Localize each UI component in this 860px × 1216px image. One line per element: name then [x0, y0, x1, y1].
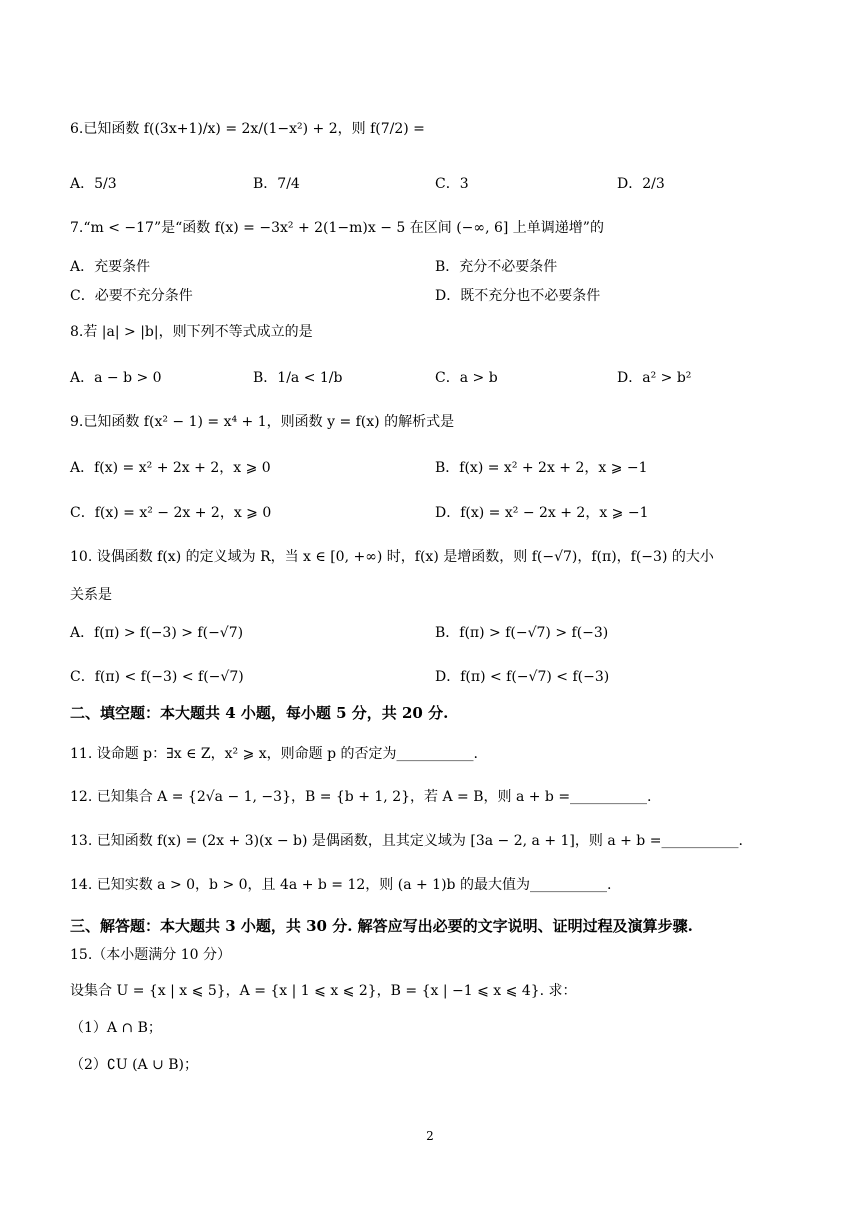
question-15-stem: 设集合 U = {x | x ⩽ 5}，A = {x | 1 ⩽ x ⩽ 2}，B = {x | −1 ⩽ x ⩽ 4}. 求：	[70, 983, 577, 999]
question-14: 14. 已知实数 a > 0，b > 0，且 4a + b = 12，则 (a + 1)b 的最大值为___________.	[70, 877, 612, 893]
q7-option-c: C．必要不充分条件	[70, 288, 193, 304]
question-12: 12. 已知集合 A = {2√a − 1, −3}，B = {b + 1, 2}，若 A = B，则 a + b =___________.	[70, 789, 652, 805]
q6-option-a: A．5/3	[70, 176, 117, 192]
q9-option-d: D．f(x) = x² − 2x + 2，x ⩾ −1	[435, 505, 649, 521]
question-10-stem-continued: 关系是	[70, 587, 112, 603]
q10-option-d: D．f(π) < f(−√7) < f(−3)	[435, 669, 610, 685]
q8-option-c: C．a > b	[435, 370, 498, 386]
q8-option-a: A．a − b > 0	[70, 370, 162, 386]
q10-option-a: A．f(π) > f(−3) > f(−√7)	[70, 625, 244, 641]
q7-option-b: B．充分不必要条件	[435, 259, 558, 275]
q9-option-b: B．f(x) = x² + 2x + 2，x ⩾ −1	[435, 460, 648, 476]
q7-option-d: D．既不充分也不必要条件	[435, 288, 601, 304]
q10-option-c: C．f(π) < f(−3) < f(−√7)	[70, 669, 244, 685]
q9-option-a: A．f(x) = x² + 2x + 2，x ⩾ 0	[70, 460, 271, 476]
q6-option-d: D．2/3	[617, 176, 665, 192]
q10-option-b: B．f(π) > f(−√7) > f(−3)	[435, 625, 609, 641]
question-13: 13. 已知函数 f(x) = (2x + 3)(x − b) 是偶函数，且其定义域为 [3a − 2, a + 1]，则 a + b =___________.	[70, 833, 743, 849]
q6-option-c: C．3	[435, 176, 469, 192]
section-3-heading: 三、解答题：本大题共 3 小题，共 30 分. 解答应写出必要的文字说明、证明过程及演算步骤.	[70, 917, 693, 935]
q7-option-a: A．充要条件	[70, 259, 151, 275]
section-2-heading: 二、填空题：本大题共 4 小题，每小题 5 分，共 20 分.	[70, 704, 449, 722]
question-15-part-2: （2）∁U (A ∪ B)；	[70, 1057, 199, 1073]
q8-option-b: B．1/a < 1/b	[253, 370, 343, 386]
question-6-stem: 6.已知函数 f((3x+1)/x) = 2x/(1−x²) + 2，则 f(7/2) =	[70, 121, 425, 137]
question-11: 11. 设命题 p：∃x ∈ Z，x² ⩾ x，则命题 p 的否定为___________.	[70, 746, 478, 762]
question-15-title: 15.（本小题满分 10 分）	[70, 947, 231, 963]
q9-option-c: C．f(x) = x² − 2x + 2，x ⩾ 0	[70, 505, 272, 521]
question-7-stem: 7.“m < −17”是“函数 f(x) = −3x² + 2(1−m)x − 5 在区间 (−∞, 6] 上单调递增”的	[70, 220, 604, 236]
q6-option-b: B．7/4	[253, 176, 300, 192]
question-9-stem: 9.已知函数 f(x² − 1) = x⁴ + 1，则函数 y = f(x) 的解析式是	[70, 414, 455, 430]
question-8-stem: 8.若 |a| > |b|，则下列不等式成立的是	[70, 324, 313, 340]
q8-option-d: D．a² > b²	[617, 370, 692, 386]
page-number: 2	[426, 1129, 434, 1143]
question-15-part-1: （1）A ∩ B；	[70, 1020, 162, 1036]
question-10-stem: 10. 设偶函数 f(x) 的定义域为 R，当 x ∈ [0, +∞) 时，f(x) 是增函数，则 f(−√7)，f(π)，f(−3) 的大小	[70, 549, 714, 565]
